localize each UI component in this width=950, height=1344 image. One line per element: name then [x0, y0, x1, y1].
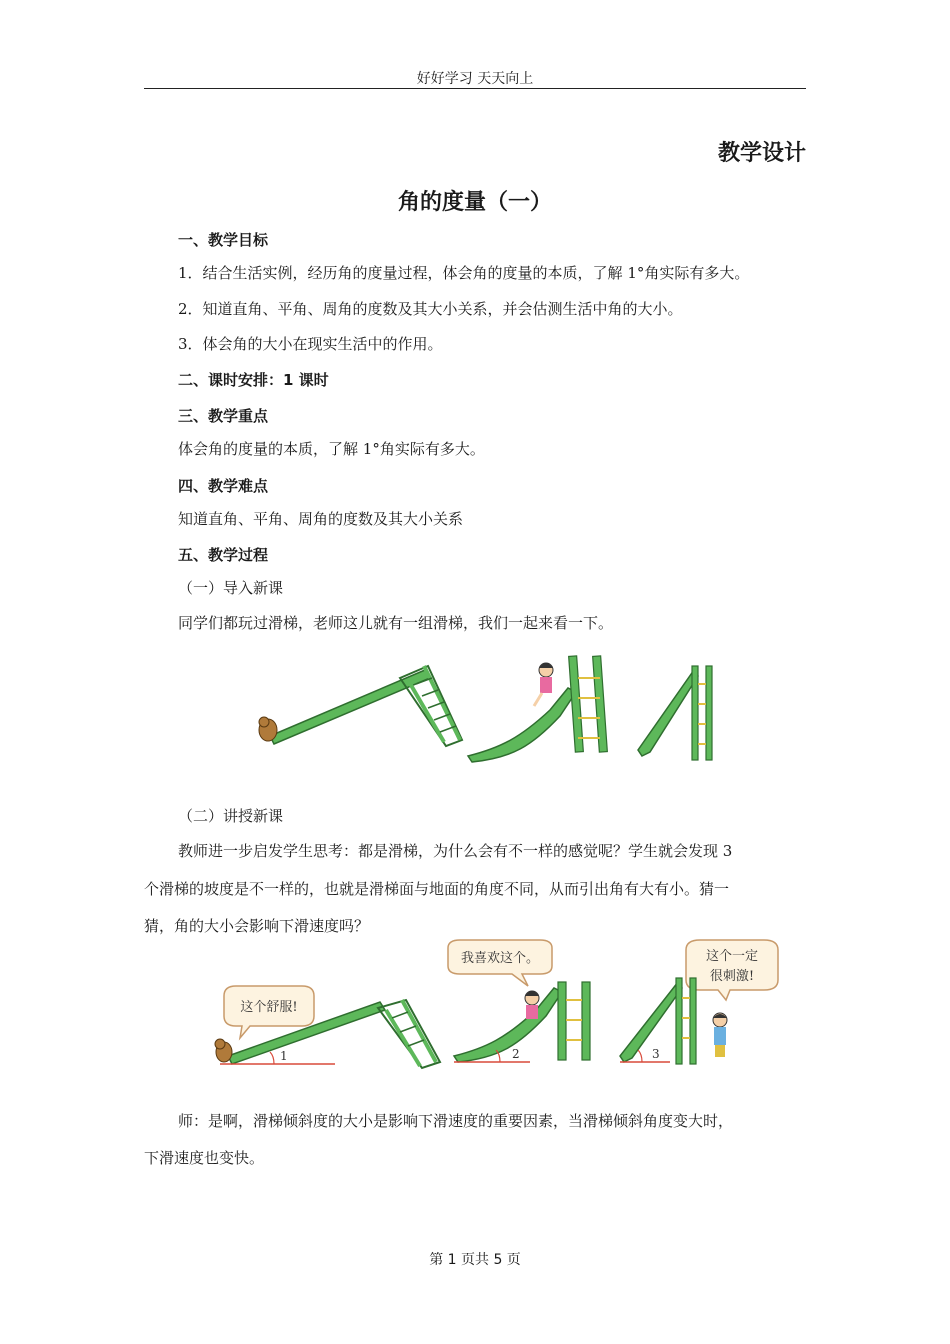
- paragraph-2-line-2: 个滑梯的坡度是不一样的，也就是滑梯面与地面的角度不同，从而引出角有大有小。猜一: [144, 880, 730, 898]
- objective-1: 1．结合生活实例，经历角的度量过程，体会角的度量的本质，了解 1°角实际有多大。: [178, 264, 750, 282]
- paragraph-2-line-1: 教师进一步启发学生思考：都是滑梯，为什么会有不一样的感觉呢？学生就会发现 3: [178, 842, 733, 860]
- medium-slide-illustration: [468, 656, 607, 762]
- boy-icon: [713, 1013, 727, 1057]
- page-title: 角的度量（一）: [397, 190, 552, 215]
- steep-slide-with-angle: [620, 978, 696, 1064]
- angle-label-1: 1: [280, 1049, 288, 1063]
- slides-figure-2: [210, 938, 790, 1080]
- paragraph-2-line-3: 猜，角的大小会影响下滑速度吗？: [144, 917, 370, 935]
- bubble-2-text: 我喜欢这个。: [460, 951, 540, 966]
- key-point-text: 体会角的度量的本质，了解 1°角实际有多大。: [178, 440, 485, 458]
- dog-icon: [215, 1039, 232, 1062]
- medium-slide-with-angle: [454, 982, 590, 1062]
- speech-bubble-3: [686, 940, 778, 1000]
- dog-icon: [259, 717, 277, 741]
- bubble-1-text: 这个舒服!: [240, 1000, 298, 1015]
- section-heading-difficulties: 四、教学难点: [178, 477, 269, 495]
- slides-figure-1: [250, 648, 720, 770]
- section-heading-objectives: 一、教学目标: [178, 231, 269, 249]
- header-rule: [144, 88, 806, 89]
- section-heading-schedule: 二、课时安排：1 课时: [178, 371, 329, 389]
- girl-icon: [525, 991, 539, 1019]
- paragraph-3-line-2: 下滑速度也变快。: [144, 1149, 265, 1167]
- section-heading-process: 五、教学过程: [178, 546, 269, 564]
- bubble-3-text-line-2: 很刺激!: [709, 969, 755, 984]
- doc-type-label: 教学设计: [717, 141, 806, 166]
- angle-label-2: 2: [512, 1047, 520, 1061]
- gentle-slide-illustration: [270, 666, 462, 746]
- steep-slide-illustration: [638, 666, 712, 760]
- subsection-intro: （一）导入新课: [178, 579, 284, 597]
- intro-paragraph: 同学们都玩过滑梯，老师这儿就有一组滑梯，我们一起来看一下。: [178, 614, 614, 632]
- section-heading-key-points: 三、教学重点: [178, 407, 269, 425]
- bubble-3-text-line-1: 这个一定: [705, 949, 759, 964]
- subsection-new-lesson: （二）讲授新课: [178, 807, 284, 825]
- angle-label-3: 3: [652, 1047, 660, 1061]
- objective-2: 2．知道直角、平角、周角的度数及其大小关系，并会估测生活中角的大小。: [178, 300, 683, 318]
- difficulty-text: 知道直角、平角、周角的度数及其大小关系: [178, 510, 464, 528]
- page-header: 好好学习 天天向上: [416, 71, 534, 87]
- objective-3: 3．体会角的大小在现实生活中的作用。: [178, 335, 443, 353]
- page-footer: 第 1 页共 5 页: [429, 1252, 521, 1268]
- paragraph-3-line-1: 师：是啊，滑梯倾斜度的大小是影响下滑速度的重要因素，当滑梯倾斜角度变大时，: [178, 1112, 734, 1130]
- girl-icon: [534, 663, 553, 706]
- speech-bubble-2: [448, 940, 552, 986]
